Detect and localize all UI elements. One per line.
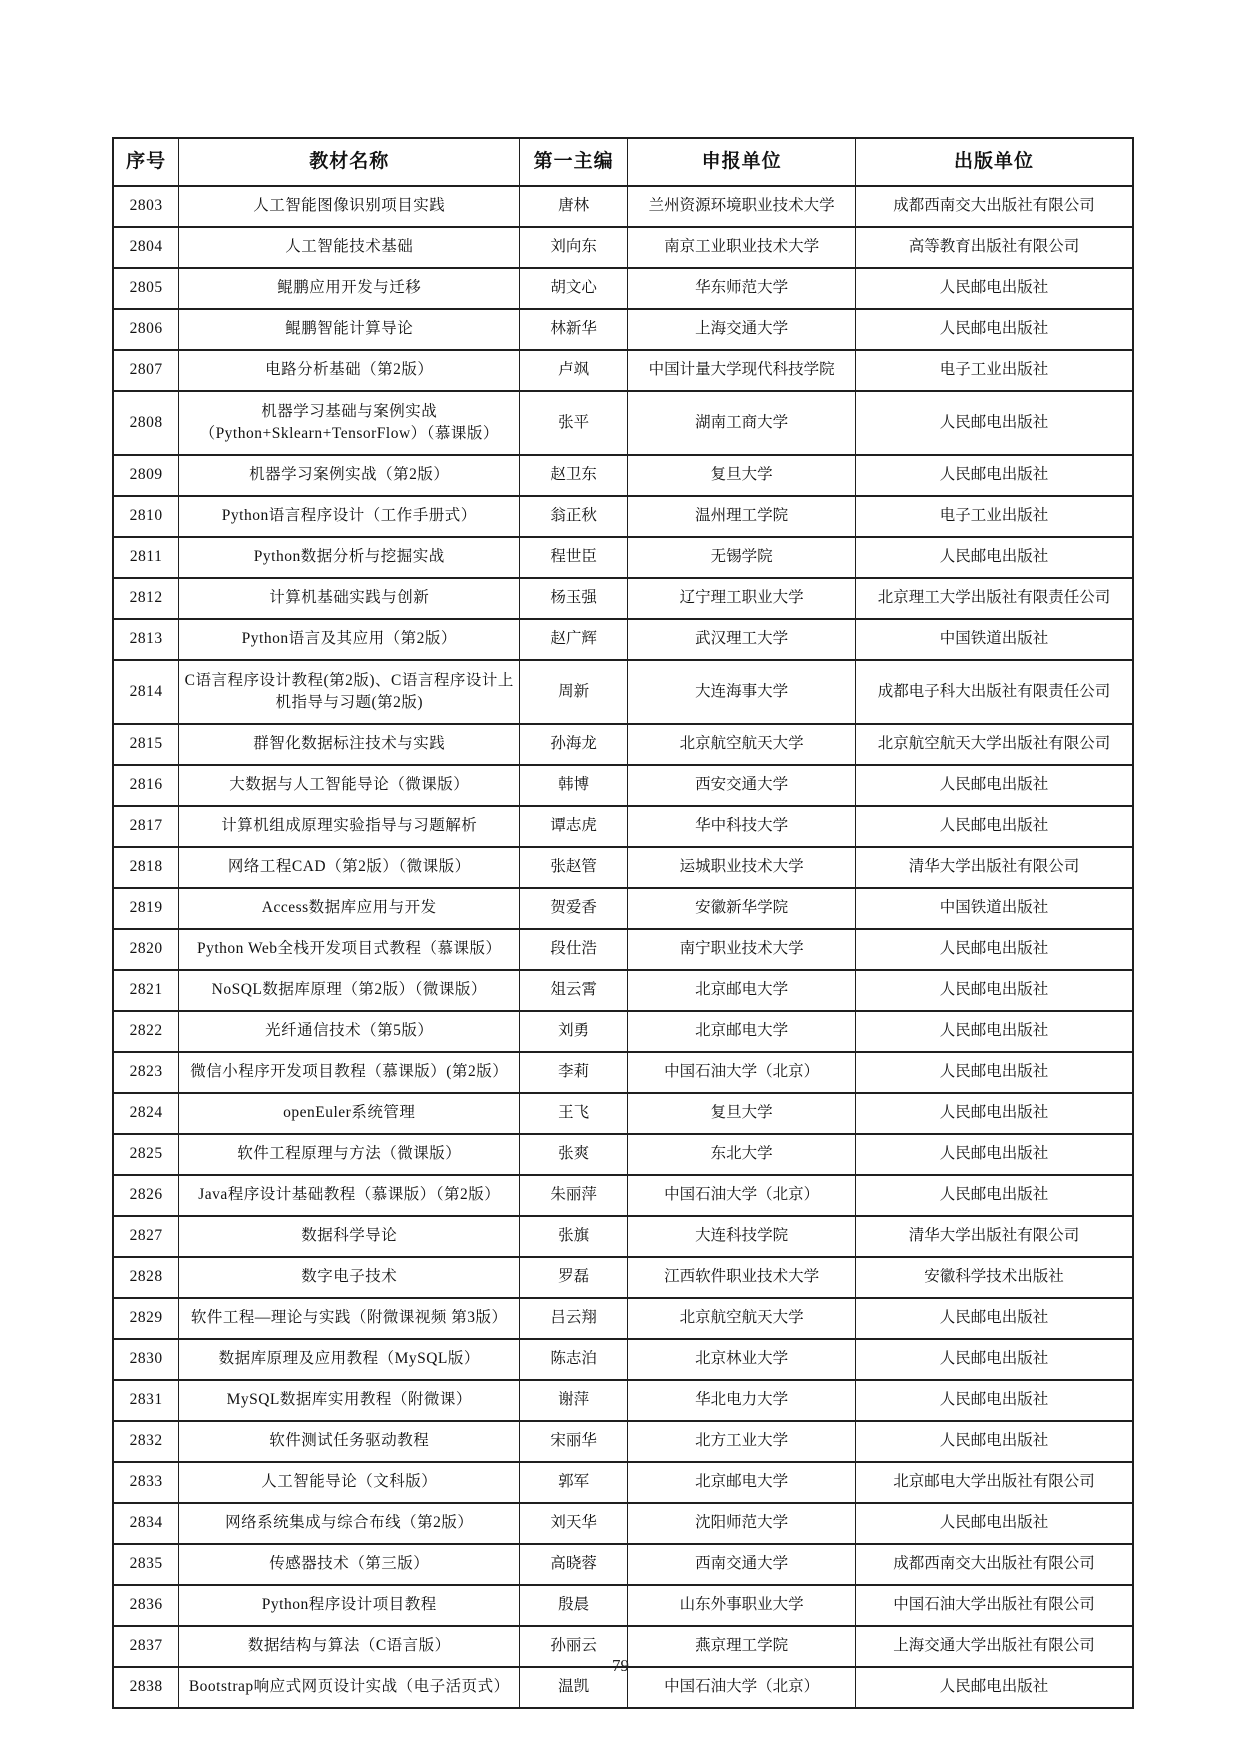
row-textbook-title: 计算机基础实践与创新 (179, 578, 520, 619)
table-row (113, 350, 1133, 391)
row-applicant-unit: 北京邮电大学 (628, 970, 856, 1011)
table-row (113, 309, 1133, 350)
row-applicant-unit: 湖南工商大学 (628, 391, 856, 455)
row-first-editor: 高晓蓉 (520, 1544, 628, 1585)
row-textbook-title: 人工智能图像识别项目实践 (179, 186, 520, 227)
row-textbook-title: Python语言及其应用（第2版） (179, 619, 520, 660)
table-row (113, 268, 1133, 309)
row-textbook-title: Bootstrap响应式网页设计实战（电子活页式） (179, 1667, 520, 1708)
row-applicant-unit: 复旦大学 (628, 455, 856, 496)
row-publisher-unit: 人民邮电出版社 (856, 1093, 1133, 1134)
table-row (113, 537, 1133, 578)
row-index: 2804 (113, 227, 179, 268)
row-first-editor: 陈志泊 (520, 1339, 628, 1380)
row-index: 2826 (113, 1175, 179, 1216)
table-row (113, 1462, 1133, 1503)
row-first-editor: 王飞 (520, 1093, 628, 1134)
row-index: 2807 (113, 350, 179, 391)
row-textbook-title: NoSQL数据库原理（第2版）（微课版） (179, 970, 520, 1011)
row-textbook-title: 数据库原理及应用教程（MySQL版） (179, 1339, 520, 1380)
row-publisher-unit: 北京理工大学出版社有限责任公司 (856, 578, 1133, 619)
row-first-editor: 罗磊 (520, 1257, 628, 1298)
row-first-editor: 赵广辉 (520, 619, 628, 660)
row-publisher-unit: 人民邮电出版社 (856, 391, 1133, 455)
row-textbook-title: 计算机组成原理实验指导与习题解析 (179, 806, 520, 847)
table-row (113, 888, 1133, 929)
row-applicant-unit: 华中科技大学 (628, 806, 856, 847)
row-textbook-title: 大数据与人工智能导论（微课版） (179, 765, 520, 806)
row-publisher-unit: 人民邮电出版社 (856, 1503, 1133, 1544)
row-applicant-unit: 华东师范大学 (628, 268, 856, 309)
row-publisher-unit: 人民邮电出版社 (856, 1339, 1133, 1380)
row-applicant-unit: 中国石油大学（北京） (628, 1052, 856, 1093)
row-publisher-unit: 安徽科学技术出版社 (856, 1257, 1133, 1298)
row-index: 2803 (113, 186, 179, 227)
row-applicant-unit: 东北大学 (628, 1134, 856, 1175)
row-publisher-unit: 人民邮电出版社 (856, 1298, 1133, 1339)
row-applicant-unit: 北京邮电大学 (628, 1462, 856, 1503)
row-textbook-title: 软件测试任务驱动教程 (179, 1421, 520, 1462)
row-first-editor: 周新 (520, 660, 628, 724)
row-applicant-unit: 南宁职业技术大学 (628, 929, 856, 970)
table-row (113, 1216, 1133, 1257)
row-applicant-unit: 辽宁理工职业大学 (628, 578, 856, 619)
row-applicant-unit: 兰州资源环境职业技术大学 (628, 186, 856, 227)
row-applicant-unit: 上海交通大学 (628, 309, 856, 350)
table-row (113, 847, 1133, 888)
row-applicant-unit: 西安交通大学 (628, 765, 856, 806)
row-publisher-unit: 人民邮电出版社 (856, 1380, 1133, 1421)
row-first-editor: 殷晨 (520, 1585, 628, 1626)
row-applicant-unit: 燕京理工学院 (628, 1626, 856, 1667)
row-publisher-unit: 人民邮电出版社 (856, 929, 1133, 970)
table-row (113, 391, 1133, 455)
row-publisher-unit: 人民邮电出版社 (856, 970, 1133, 1011)
row-applicant-unit: 复旦大学 (628, 1093, 856, 1134)
row-publisher-unit: 上海交通大学出版社有限公司 (856, 1626, 1133, 1667)
table-row (113, 1134, 1133, 1175)
row-first-editor: 张赵管 (520, 847, 628, 888)
row-first-editor: 谢萍 (520, 1380, 628, 1421)
row-publisher-unit: 人民邮电出版社 (856, 1011, 1133, 1052)
row-index: 2809 (113, 455, 179, 496)
table-row (113, 1421, 1133, 1462)
textbook-table (112, 137, 1134, 1709)
row-applicant-unit: 江西软件职业技术大学 (628, 1257, 856, 1298)
row-index: 2815 (113, 724, 179, 765)
row-textbook-title: 网络工程CAD（第2版）（微课版） (179, 847, 520, 888)
row-publisher-unit: 人民邮电出版社 (856, 1134, 1133, 1175)
row-publisher-unit: 人民邮电出版社 (856, 1667, 1133, 1708)
table-row (113, 619, 1133, 660)
row-publisher-unit: 成都电子科大出版社有限责任公司 (856, 660, 1133, 724)
row-publisher-unit: 人民邮电出版社 (856, 455, 1133, 496)
row-first-editor: 孙丽云 (520, 1626, 628, 1667)
row-first-editor: 卢飒 (520, 350, 628, 391)
row-applicant-unit: 南京工业职业技术大学 (628, 227, 856, 268)
table-row (113, 660, 1133, 724)
row-publisher-unit: 人民邮电出版社 (856, 1175, 1133, 1216)
row-publisher-unit: 清华大学出版社有限公司 (856, 847, 1133, 888)
page-number: — 79 — (580, 1656, 661, 1675)
row-index: 2819 (113, 888, 179, 929)
table-row (113, 724, 1133, 765)
row-applicant-unit: 中国石油大学（北京） (628, 1667, 856, 1708)
row-applicant-unit: 中国计量大学现代科技学院 (628, 350, 856, 391)
row-textbook-title: C语言程序设计教程(第2版)、C语言程序设计上 机指导与习题(第2版) (179, 660, 520, 724)
row-first-editor: 段仕浩 (520, 929, 628, 970)
row-textbook-title: 微信小程序开发项目教程（慕课版）(第2版） (179, 1052, 520, 1093)
row-applicant-unit: 北京林业大学 (628, 1339, 856, 1380)
row-index: 2820 (113, 929, 179, 970)
row-index: 2806 (113, 309, 179, 350)
row-index: 2837 (113, 1626, 179, 1667)
row-textbook-title: 软件工程—理论与实践（附微课视频 第3版） (179, 1298, 520, 1339)
row-publisher-unit: 高等教育出版社有限公司 (856, 227, 1133, 268)
row-textbook-title: 传感器技术（第三版） (179, 1544, 520, 1585)
row-applicant-unit: 华北电力大学 (628, 1380, 856, 1421)
row-index: 2808 (113, 391, 179, 455)
table-row (113, 1298, 1133, 1339)
row-textbook-title: 数据科学导论 (179, 1216, 520, 1257)
row-first-editor: 吕云翔 (520, 1298, 628, 1339)
row-publisher-unit: 成都西南交大出版社有限公司 (856, 186, 1133, 227)
table-row (113, 1011, 1133, 1052)
row-textbook-title: 机器学习案例实战（第2版） (179, 455, 520, 496)
row-first-editor: 贺爱香 (520, 888, 628, 929)
row-first-editor: 温凯 (520, 1667, 628, 1708)
row-textbook-title: 电路分析基础（第2版） (179, 350, 520, 391)
row-applicant-unit: 武汉理工大学 (628, 619, 856, 660)
row-applicant-unit: 沈阳师范大学 (628, 1503, 856, 1544)
row-textbook-title: MySQL数据库实用教程（附微课） (179, 1380, 520, 1421)
row-index: 2816 (113, 765, 179, 806)
row-index: 2821 (113, 970, 179, 1011)
row-index: 2827 (113, 1216, 179, 1257)
row-applicant-unit: 安徽新华学院 (628, 888, 856, 929)
row-index: 2813 (113, 619, 179, 660)
row-publisher-unit: 中国铁道出版社 (856, 619, 1133, 660)
column-header-index: 序号 (113, 138, 179, 186)
table-body (113, 186, 1133, 1708)
row-index: 2824 (113, 1093, 179, 1134)
row-first-editor: 郭军 (520, 1462, 628, 1503)
row-index: 2822 (113, 1011, 179, 1052)
row-publisher-unit: 人民邮电出版社 (856, 309, 1133, 350)
row-publisher-unit: 中国石油大学出版社有限公司 (856, 1585, 1133, 1626)
row-publisher-unit: 北京邮电大学出版社有限公司 (856, 1462, 1133, 1503)
row-publisher-unit: 中国铁道出版社 (856, 888, 1133, 929)
row-first-editor: 唐林 (520, 186, 628, 227)
row-index: 2805 (113, 268, 179, 309)
row-publisher-unit: 电子工业出版社 (856, 350, 1133, 391)
row-textbook-title: openEuler系统管理 (179, 1093, 520, 1134)
table-row (113, 1585, 1133, 1626)
row-applicant-unit: 大连海事大学 (628, 660, 856, 724)
row-publisher-unit: 北京航空航天大学出版社有限公司 (856, 724, 1133, 765)
row-textbook-title: 鲲鹏智能计算导论 (179, 309, 520, 350)
row-textbook-title: 光纤通信技术（第5版） (179, 1011, 520, 1052)
textbook-table-container (112, 137, 1134, 1709)
table-row (113, 1544, 1133, 1585)
row-first-editor: 程世臣 (520, 537, 628, 578)
row-index: 2814 (113, 660, 179, 724)
row-textbook-title: 数据结构与算法（C语言版） (179, 1626, 520, 1667)
row-applicant-unit: 北京航空航天大学 (628, 724, 856, 765)
table-row (113, 1175, 1133, 1216)
row-first-editor: 赵卫东 (520, 455, 628, 496)
row-index: 2812 (113, 578, 179, 619)
row-applicant-unit: 无锡学院 (628, 537, 856, 578)
row-applicant-unit: 山东外事职业大学 (628, 1585, 856, 1626)
table-row (113, 227, 1133, 268)
row-textbook-title: 数字电子技术 (179, 1257, 520, 1298)
table-row (113, 186, 1133, 227)
row-index: 2838 (113, 1667, 179, 1708)
row-textbook-title: 人工智能技术基础 (179, 227, 520, 268)
row-first-editor: 俎云霄 (520, 970, 628, 1011)
table-row (113, 1339, 1133, 1380)
row-index: 2832 (113, 1421, 179, 1462)
row-index: 2811 (113, 537, 179, 578)
row-first-editor: 朱丽萍 (520, 1175, 628, 1216)
row-applicant-unit: 北京邮电大学 (628, 1011, 856, 1052)
row-textbook-title: Python程序设计项目教程 (179, 1585, 520, 1626)
row-applicant-unit: 中国石油大学（北京） (628, 1175, 856, 1216)
row-index: 2830 (113, 1339, 179, 1380)
table-row (113, 578, 1133, 619)
row-applicant-unit: 温州理工学院 (628, 496, 856, 537)
row-textbook-title: 群智化数据标注技术与实践 (179, 724, 520, 765)
table-row (113, 970, 1133, 1011)
row-textbook-title: Python语言程序设计（工作手册式） (179, 496, 520, 537)
row-applicant-unit: 北京航空航天大学 (628, 1298, 856, 1339)
column-header-title: 教材名称 (179, 138, 520, 186)
table-row (113, 806, 1133, 847)
table-row (113, 1380, 1133, 1421)
row-publisher-unit: 成都西南交大出版社有限公司 (856, 1544, 1133, 1585)
table-row (113, 1052, 1133, 1093)
row-first-editor: 翁正秋 (520, 496, 628, 537)
row-publisher-unit: 人民邮电出版社 (856, 268, 1133, 309)
table-row (113, 1257, 1133, 1298)
table-row (113, 929, 1133, 970)
row-publisher-unit: 清华大学出版社有限公司 (856, 1216, 1133, 1257)
row-index: 2835 (113, 1544, 179, 1585)
row-first-editor: 林新华 (520, 309, 628, 350)
row-textbook-title: Access数据库应用与开发 (179, 888, 520, 929)
row-first-editor: 杨玉强 (520, 578, 628, 619)
row-publisher-unit: 人民邮电出版社 (856, 765, 1133, 806)
row-first-editor: 宋丽华 (520, 1421, 628, 1462)
row-first-editor: 张平 (520, 391, 628, 455)
row-index: 2823 (113, 1052, 179, 1093)
row-index: 2834 (113, 1503, 179, 1544)
row-textbook-title: 机器学习基础与案例实战 （Python+Sklearn+TensorFlow）（慕课版） (179, 391, 520, 455)
column-header-publisher: 出版单位 (856, 138, 1133, 186)
row-first-editor: 胡文心 (520, 268, 628, 309)
row-textbook-title: Python数据分析与挖掘实战 (179, 537, 520, 578)
row-textbook-title: Python Web全栈开发项目式教程（慕课版） (179, 929, 520, 970)
row-first-editor: 李莉 (520, 1052, 628, 1093)
row-first-editor: 谭志虎 (520, 806, 628, 847)
row-first-editor: 刘天华 (520, 1503, 628, 1544)
table-row (113, 1503, 1133, 1544)
table-row (113, 455, 1133, 496)
row-index: 2831 (113, 1380, 179, 1421)
row-publisher-unit: 人民邮电出版社 (856, 1052, 1133, 1093)
row-index: 2828 (113, 1257, 179, 1298)
row-applicant-unit: 西南交通大学 (628, 1544, 856, 1585)
row-publisher-unit: 人民邮电出版社 (856, 1421, 1133, 1462)
row-index: 2829 (113, 1298, 179, 1339)
row-first-editor: 孙海龙 (520, 724, 628, 765)
row-index: 2833 (113, 1462, 179, 1503)
row-index: 2818 (113, 847, 179, 888)
row-textbook-title: 软件工程原理与方法（微课版） (179, 1134, 520, 1175)
column-header-editor: 第一主编 (520, 138, 628, 186)
table-row (113, 1093, 1133, 1134)
row-first-editor: 韩博 (520, 765, 628, 806)
row-publisher-unit: 人民邮电出版社 (856, 806, 1133, 847)
row-index: 2825 (113, 1134, 179, 1175)
row-textbook-title: 鲲鹏应用开发与迁移 (179, 268, 520, 309)
row-first-editor: 张旗 (520, 1216, 628, 1257)
column-header-applicant: 申报单位 (628, 138, 856, 186)
row-textbook-title: 人工智能导论（文科版） (179, 1462, 520, 1503)
row-textbook-title: Java程序设计基础教程（慕课版）（第2版） (179, 1175, 520, 1216)
row-applicant-unit: 北方工业大学 (628, 1421, 856, 1462)
row-publisher-unit: 人民邮电出版社 (856, 537, 1133, 578)
row-index: 2836 (113, 1585, 179, 1626)
row-first-editor: 刘勇 (520, 1011, 628, 1052)
row-textbook-title: 网络系统集成与综合布线（第2版） (179, 1503, 520, 1544)
row-publisher-unit: 电子工业出版社 (856, 496, 1133, 537)
row-first-editor: 张爽 (520, 1134, 628, 1175)
row-first-editor: 刘向东 (520, 227, 628, 268)
row-index: 2817 (113, 806, 179, 847)
row-index: 2810 (113, 496, 179, 537)
row-applicant-unit: 大连科技学院 (628, 1216, 856, 1257)
table-header-row (113, 138, 1133, 186)
row-applicant-unit: 运城职业技术大学 (628, 847, 856, 888)
table-row (113, 496, 1133, 537)
table-row (113, 765, 1133, 806)
